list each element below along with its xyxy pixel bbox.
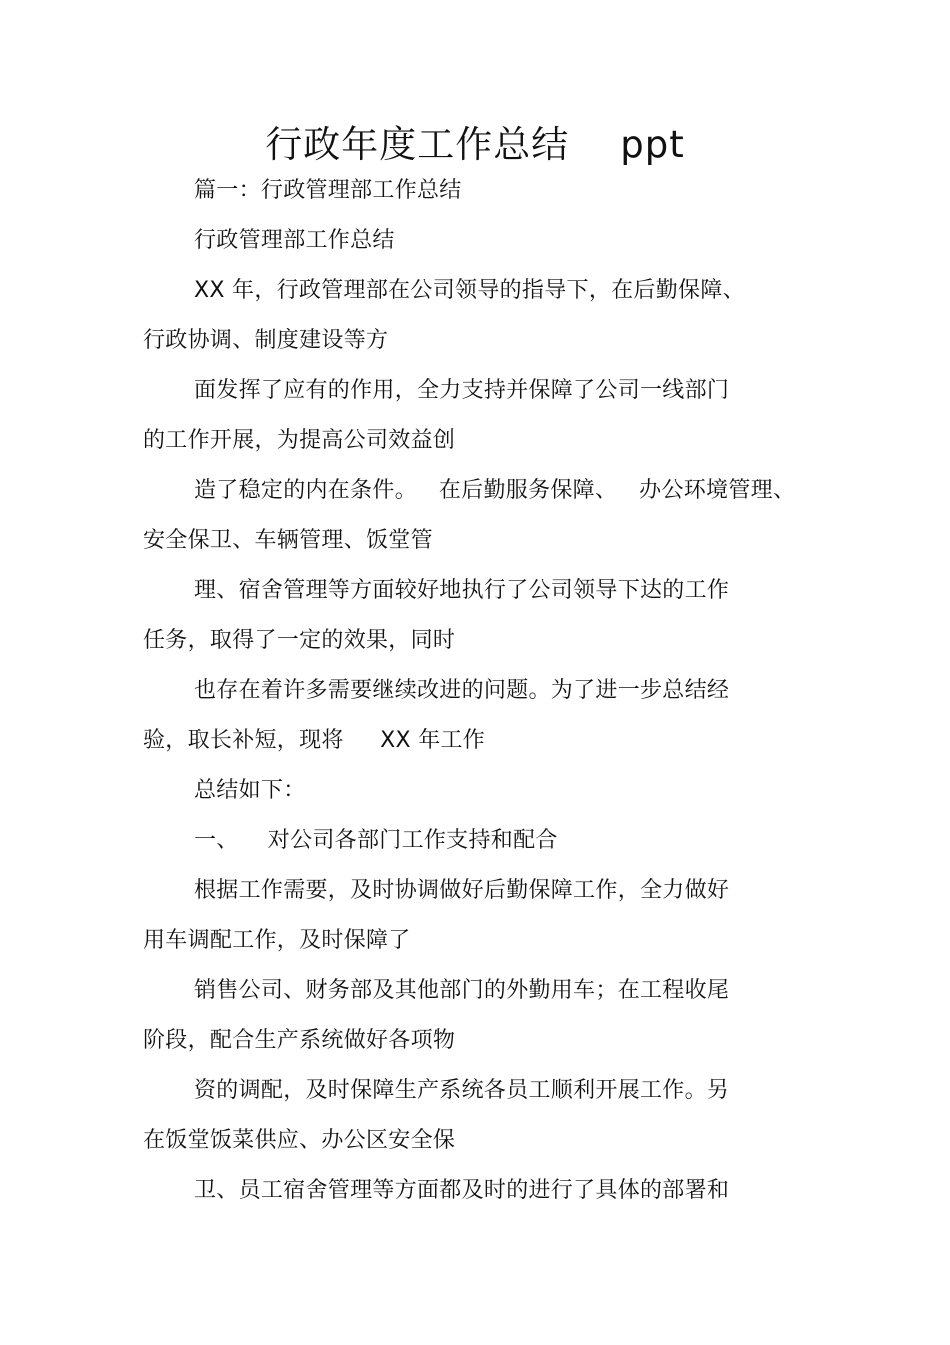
paragraph-line: 篇一：行政管理部工作总结: [194, 178, 462, 203]
paragraph-line: 的工作开展，为提高公司效益创: [143, 428, 456, 453]
paragraph-line: 总结如下：: [194, 778, 306, 803]
paragraph-line: 根据工作需要，及时协调做好后勤保障工作，全力做好: [194, 878, 730, 903]
paragraph-line: 卫、员工宿舍管理等方面都及时的进行了具体的部署和: [194, 1178, 730, 1203]
paragraph-line: 资的调配，及时保障生产系统各员工顺利开展工作。另: [194, 1078, 730, 1103]
paragraph-line: 也存在着许多需要继续改进的问题。为了进一步总结经: [194, 678, 730, 703]
paragraph-line: 销售公司、财务部及其他部门的外勤用车；在工程收尾: [194, 978, 730, 1003]
paragraph-line: 理、宿舍管理等方面较好地执行了公司领导下达的工作: [194, 578, 730, 603]
paragraph-line: XX 年，行政管理部在公司领导的指导下，在后勤保障、: [194, 278, 745, 303]
section-heading: 一、 对公司各部门工作支持和配合: [194, 828, 558, 853]
paragraph-line: 在饭堂饭菜供应、办公区安全保: [143, 1128, 456, 1153]
document-title: 行政年度工作总结 ppt: [265, 123, 685, 166]
paragraph-line: 行政管理部工作总结: [194, 228, 395, 253]
paragraph-line: 任务，取得了一定的效果，同时: [143, 628, 456, 653]
paragraph-line: 阶段，配合生产系统做好各项物: [143, 1028, 456, 1053]
paragraph-line: 用车调配工作，及时保障了: [143, 928, 411, 953]
paragraph-line: 验，取长补短，现将 XX 年工作: [143, 728, 486, 753]
paragraph-line: 造了稳定的内在条件。 在后勤服务保障、 办公环境管理、: [194, 478, 796, 503]
paragraph-line: 面发挥了应有的作用，全力支持并保障了公司一线部门: [194, 378, 730, 403]
paragraph-line: 安全保卫、车辆管理、饭堂管: [143, 528, 433, 553]
paragraph-line: 行政协调、制度建设等方: [143, 328, 389, 353]
